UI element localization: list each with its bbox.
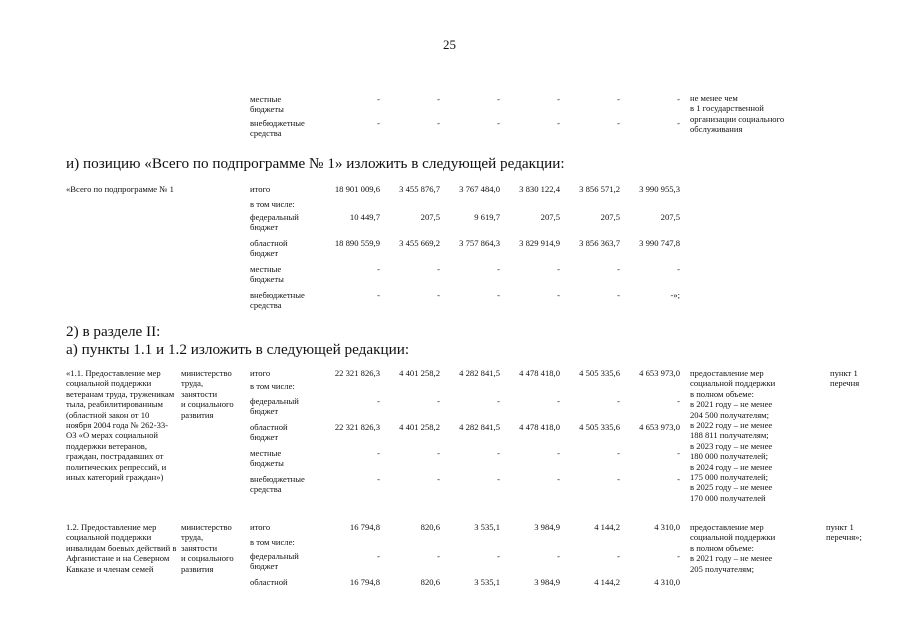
- value-cell: 207,5: [420, 212, 440, 222]
- value-cell: -: [437, 396, 440, 406]
- value-cell: -: [377, 264, 380, 274]
- value-cell: 4 478 418,0: [519, 368, 560, 378]
- value-cell: 3 535,1: [474, 577, 500, 587]
- row-label: местные бюджеты: [250, 94, 284, 115]
- value-cell: -: [617, 448, 620, 458]
- value-cell: 207,5: [600, 212, 620, 222]
- value-cell: -»;: [670, 290, 680, 300]
- outcome-text: не менее чем в 1 государственной организации социального обслуживания: [690, 93, 785, 135]
- value-cell: -: [557, 551, 560, 561]
- value-cell: -: [377, 94, 380, 104]
- value-cell: 4 478 418,0: [519, 422, 560, 432]
- reference: пункт 1 перечня: [830, 368, 860, 389]
- value-cell: 4 144,2: [594, 522, 620, 532]
- row-label: областной: [250, 577, 288, 587]
- value-cell: 3 829 914,9: [519, 238, 560, 248]
- value-cell: -: [557, 118, 560, 128]
- value-cell: -: [377, 118, 380, 128]
- value-cell: 3 830 122,4: [519, 184, 560, 194]
- value-cell: -: [617, 396, 620, 406]
- row-label: в том числе:: [250, 199, 295, 209]
- value-cell: 18 890 559,9: [334, 238, 380, 248]
- value-cell: -: [677, 551, 680, 561]
- value-cell: -: [437, 94, 440, 104]
- value-cell: 22 321 826,3: [334, 422, 380, 432]
- item-title: 1.2. Предоставление мер социальной поддержки инвалидам боевых действий в Афганистане и на Северном Кавказе и членам семей: [66, 522, 177, 574]
- value-cell: -: [497, 290, 500, 300]
- value-cell: 3 767 484,0: [459, 184, 500, 194]
- outcome-text: предоставление мер социальной поддержки в полном объеме: в 2021 году – не менее 205 получателям;: [690, 522, 776, 574]
- value-cell: 3 535,1: [474, 522, 500, 532]
- section-heading: а) пункты 1.1 и 1.2 изложить в следующей редакции:: [66, 341, 410, 358]
- value-cell: -: [677, 396, 680, 406]
- value-cell: 4 401 258,2: [399, 422, 440, 432]
- row-label: областной бюджет: [250, 422, 288, 443]
- value-cell: -: [437, 474, 440, 484]
- row-label: федеральный бюджет: [250, 212, 299, 233]
- value-cell: 4 282 841,5: [459, 368, 500, 378]
- value-cell: -: [557, 448, 560, 458]
- value-cell: -: [557, 396, 560, 406]
- value-cell: 16 794,8: [349, 522, 380, 532]
- value-cell: 4 144,2: [594, 577, 620, 587]
- value-cell: 4 310,0: [654, 577, 680, 587]
- value-cell: 3 856 571,2: [579, 184, 620, 194]
- value-cell: -: [377, 396, 380, 406]
- section-heading: 2) в разделе II:: [66, 323, 161, 340]
- item-title: «1.1. Предоставление мер социальной поддержки ветеранам труда, труженикам тыла, реабилитированным (областной закон от 10 ноября 2004 года № 262-33-ОЗ «О мерах социальной поддержки ветеранов, граждан, пострадавших от политических репрессий, и иных категорий граждан»): [66, 368, 175, 483]
- value-cell: -: [377, 290, 380, 300]
- value-cell: -: [437, 264, 440, 274]
- value-cell: -: [377, 551, 380, 561]
- value-cell: 3 990 747,8: [639, 238, 680, 248]
- value-cell: 10 449,7: [349, 212, 380, 222]
- value-cell: -: [497, 551, 500, 561]
- value-cell: -: [677, 264, 680, 274]
- row-label: в том числе:: [250, 537, 295, 547]
- row-label: областной бюджет: [250, 238, 288, 259]
- value-cell: 3 984,9: [534, 577, 560, 587]
- value-cell: 3 990 955,3: [639, 184, 680, 194]
- value-cell: -: [497, 264, 500, 274]
- value-cell: 4 505 335,6: [579, 422, 620, 432]
- value-cell: -: [677, 474, 680, 484]
- value-cell: -: [677, 94, 680, 104]
- executor: министерство труда, занятости и социального развития: [181, 522, 234, 574]
- section-heading: и) позицию «Всего по подпрограмме № 1» изложить в следующей редакции:: [66, 155, 565, 172]
- value-cell: -: [377, 448, 380, 458]
- executor: министерство труда, занятости и социального развития: [181, 368, 234, 420]
- value-cell: -: [557, 474, 560, 484]
- value-cell: 3 455 876,7: [399, 184, 440, 194]
- value-cell: -: [437, 118, 440, 128]
- value-cell: 4 505 335,6: [579, 368, 620, 378]
- value-cell: -: [617, 264, 620, 274]
- row-label: внебюджетные средства: [250, 474, 305, 495]
- value-cell: 18 901 009,6: [334, 184, 380, 194]
- value-cell: -: [377, 474, 380, 484]
- value-cell: 9 619,7: [474, 212, 500, 222]
- row-label: в том числе:: [250, 381, 295, 391]
- value-cell: -: [497, 474, 500, 484]
- row-label: внебюджетные средства: [250, 118, 305, 139]
- reference: пункт 1 перечня»;: [826, 522, 862, 543]
- row-label: итого: [250, 368, 271, 378]
- page-number: 25: [443, 37, 456, 52]
- value-cell: 4 653 973,0: [639, 368, 680, 378]
- value-cell: 3 757 864,3: [459, 238, 500, 248]
- row-label: итого: [250, 522, 271, 532]
- value-cell: 16 794,8: [349, 577, 380, 587]
- value-cell: -: [617, 551, 620, 561]
- value-cell: -: [497, 448, 500, 458]
- row-label: местные бюджеты: [250, 448, 284, 469]
- value-cell: 22 321 826,3: [334, 368, 380, 378]
- value-cell: 207,5: [660, 212, 680, 222]
- value-cell: 820,6: [420, 522, 440, 532]
- value-cell: -: [437, 448, 440, 458]
- value-cell: -: [497, 94, 500, 104]
- value-cell: -: [677, 118, 680, 128]
- value-cell: -: [677, 448, 680, 458]
- value-cell: -: [437, 290, 440, 300]
- value-cell: -: [557, 290, 560, 300]
- value-cell: -: [497, 118, 500, 128]
- outcome-text: предоставление мер социальной поддержки в полном объеме: в 2021 году – не менее 204 500 получателям; в 2022 году – не менее 188 811 получателям; в 2023 году – не менее 180 000 получателей; в 2024 году – не менее 175 000 получателей; в 2025 году – не менее 170 000 получателей: [690, 368, 776, 503]
- row-label: федеральный бюджет: [250, 551, 299, 572]
- row-label: внебюджетные средства: [250, 290, 305, 311]
- value-cell: 4 310,0: [654, 522, 680, 532]
- value-cell: 4 653 973,0: [639, 422, 680, 432]
- value-cell: 4 401 258,2: [399, 368, 440, 378]
- value-cell: -: [617, 118, 620, 128]
- value-cell: 3 856 363,7: [579, 238, 620, 248]
- value-cell: -: [497, 396, 500, 406]
- row-label: местные бюджеты: [250, 264, 284, 285]
- value-cell: 820,6: [420, 577, 440, 587]
- value-cell: -: [617, 474, 620, 484]
- row-label: федеральный бюджет: [250, 396, 299, 417]
- value-cell: -: [617, 94, 620, 104]
- value-cell: -: [557, 264, 560, 274]
- value-cell: 4 282 841,5: [459, 422, 500, 432]
- value-cell: -: [437, 551, 440, 561]
- row-title: «Всего по подпрограмме № 1: [66, 184, 174, 194]
- value-cell: 207,5: [540, 212, 560, 222]
- value-cell: 3 455 669,2: [399, 238, 440, 248]
- value-cell: -: [617, 290, 620, 300]
- value-cell: -: [557, 94, 560, 104]
- row-label: итого: [250, 184, 271, 194]
- value-cell: 3 984,9: [534, 522, 560, 532]
